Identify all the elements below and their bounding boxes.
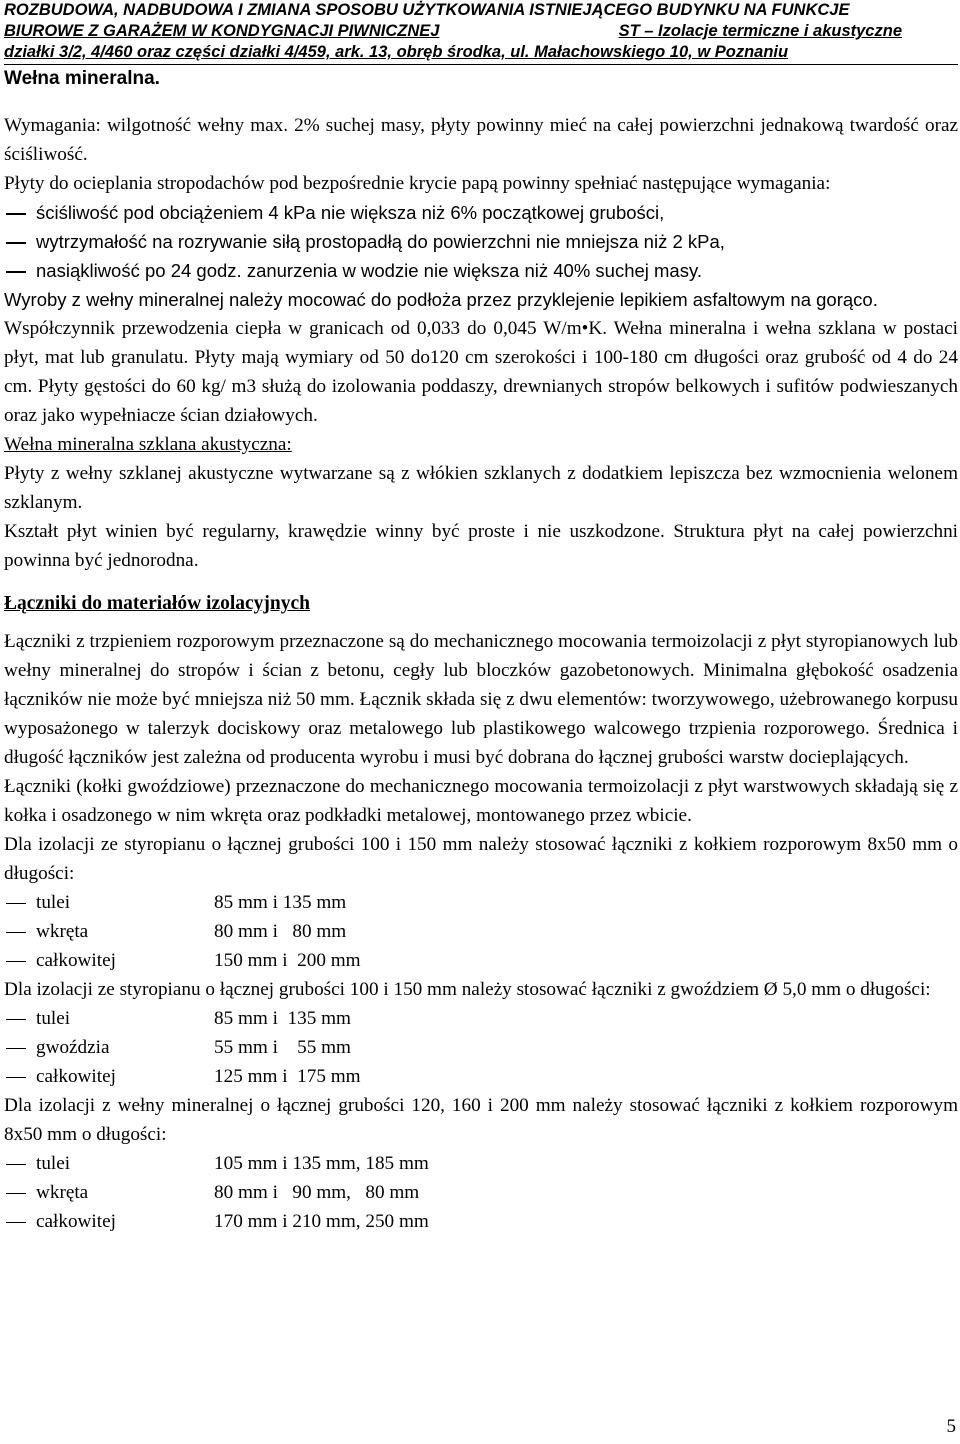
dash-bullet	[4, 1062, 36, 1091]
list-item	[4, 946, 958, 975]
list-item-value: 55 mm i 55 mm	[214, 1037, 351, 1058]
list-item-value: 85 mm i 135 mm	[214, 892, 347, 913]
list-item	[4, 1004, 958, 1033]
running-header	[4, 0, 958, 63]
paragraph-laczniki-3: Dla izolacji ze styropianu o łącznej grubości 100 i 150 mm należy stosować łączniki z kołkiem rozporowym 8x50 mm o długości:	[4, 834, 958, 884]
header-line-2-left: BIUROWE Z GARAŻEM W KONDYGNACJI PIWNICZNEJ	[4, 22, 440, 40]
list-item	[4, 1149, 958, 1178]
list-item-label: wkręta	[36, 921, 89, 942]
list-item-text: ściśliwość pod obciążeniem 4 kPa nie większa niż 6% początkowej grubości,	[36, 202, 665, 223]
paragraph-wspolczynnik: Współczynnik przewodzenia ciepła w granicach od 0,033 do 0,045 W/m•K. Wełna mineralna i wełna szklana w postaci płyt, mat lub granulatu. Płyty mają wymiary od 50 do120 cm szerokości i 100-180 cm długości oraz grubość od 4 do 24 cm. Płyty gęstości do 60 kg/ m3 służą do izolowania poddaszy, drewnianych stropów belkowych i sufitów podwieszanych oraz jako wypełniacze ścian działowych.	[4, 318, 958, 426]
dash-bullet	[4, 917, 36, 946]
dash-bullet	[4, 1004, 36, 1033]
dash-bullet	[4, 1033, 36, 1062]
paragraph-plyty-intro: Płyty do ocieplania stropodachów pod bezpośrednie krycie papą powinny spełniać następujące wymagania:	[4, 173, 831, 194]
list-item-label: tulei	[36, 1153, 71, 1174]
subheading-akustyczna: Wełna mineralna szklana akustyczna:	[4, 434, 292, 455]
list-item	[4, 198, 958, 227]
header-rule	[4, 64, 958, 65]
requirements-list	[4, 198, 958, 285]
list-item	[4, 888, 958, 917]
length-list-3	[4, 1149, 958, 1236]
section-heading-welna: Wełna mineralna.	[4, 68, 160, 89]
paragraph-akustyczna: Płyty z wełny szklanej akustyczne wytwarzane są z włókien szklanych z dodatkiem lepiszcza bez wzmocnienia welonem szklanym.	[4, 463, 958, 513]
list-item-label: wkręta	[36, 1182, 89, 1203]
list-item-value: 85 mm i 135 mm	[214, 1008, 351, 1029]
list-item-value: 150 mm i 200 mm	[214, 950, 361, 971]
dash-bullet	[4, 1149, 36, 1178]
header-line-2-right: ST – Izolacje termiczne i akustyczne	[618, 22, 902, 40]
page-number: 5	[946, 1416, 956, 1437]
list-item	[4, 227, 958, 256]
length-list-2	[4, 1004, 958, 1091]
list-item	[4, 917, 958, 946]
list-item-text: nasiąkliwość po 24 godz. zanurzenia w wodzie nie większa niż 40% suchej masy.	[36, 260, 702, 281]
list-item-value: 80 mm i 90 mm, 80 mm	[214, 1182, 420, 1203]
header-line-3: działki 3/2, 4/460 oraz części działki 4/459, ark. 13, obręb środka, ul. Małachowskiego 10, w Poznaniu	[4, 43, 789, 61]
dash-bullet	[4, 888, 36, 917]
paragraph-laczniki-4: Dla izolacji ze styropianu o łącznej grubości 100 i 150 mm należy stosować łączniki z gwoździem Ø 5,0 mm o długości:	[4, 979, 931, 1000]
list-item	[4, 1033, 958, 1062]
list-item-label: całkowitej	[36, 1211, 116, 1232]
list-item	[4, 1178, 958, 1207]
list-item-label: całkowitej	[36, 1066, 116, 1087]
paragraph-wyroby: Wyroby z wełny mineralnej należy mocować do podłoża przez przyklejenie lepikiem asfaltowym na gorąco.	[4, 289, 878, 310]
paragraph-wymagania: Wymagania: wilgotność wełny max. 2% suchej masy, płyty powinny mieć na całej powierzchni jednakową twardość oraz ściśliwość.	[4, 115, 958, 165]
list-item-value: 125 mm i 175 mm	[214, 1066, 361, 1087]
list-item	[4, 1062, 958, 1091]
list-item	[4, 256, 958, 285]
paragraph-ksztalt: Kształt płyt winien być regularny, krawędzie winny być proste i nie uszkodzone. Struktura płyt na całej powierzchni powinna być jednorodna.	[4, 521, 958, 571]
header-line-1: ROZBUDOWA, NADBUDOWA I ZMIANA SPOSOBU UŻYTKOWANIA ISTNIEJĄCEGO BUDYNKU NA FUNKCJE	[4, 1, 850, 19]
list-item-label: tulei	[36, 892, 71, 913]
document-page	[4, 0, 958, 1236]
list-item	[4, 1207, 958, 1236]
section-heading-laczniki: Łączniki do materiałów izolacyjnych	[4, 593, 311, 614]
paragraph-laczniki-2: Łączniki (kołki gwoździowe) przeznaczone do mechanicznego mocowania termoizolacji z płyt warstwowych składają się z kołka i osadzonego w nim wkręta oraz podkładki metalowej, montowanego przez wbicie.	[4, 776, 958, 826]
length-list-1	[4, 888, 958, 975]
paragraph-laczniki-1: Łączniki z trzpieniem rozporowym przeznaczone są do mechanicznego mocowania termoizolacji z płyt styropianowych lub wełny mineralnej do stropów i ścian z betonu, cegły lub bloczków gazobetonowych. Minimalna głębokość osadzenia łączników nie może być mniejsza niż 50 mm. Łącznik składa się z dwu elementów: tworzywowego, użebrowanego korpusu wyposażonego w talerzyk dociskowy oraz metalowego lub plastikowego walcowego trzpienia rozporowego. Średnica i długość łączników jest zależna od producenta wyrobu i musi być dobrana do łącznej grubości warstw docieplających.	[4, 631, 958, 768]
dash-bullet	[4, 198, 36, 227]
dash-bullet	[4, 227, 36, 256]
dash-bullet	[4, 946, 36, 975]
list-item-label: gwoździa	[36, 1037, 110, 1058]
paragraph-laczniki-5: Dla izolacji z wełny mineralnej o łącznej grubości 120, 160 i 200 mm należy stosować łączniki z kołkiem rozporowym 8x50 mm o długości:	[4, 1095, 958, 1145]
dash-bullet	[4, 1207, 36, 1236]
dash-bullet	[4, 1178, 36, 1207]
list-item-value: 105 mm i 135 mm, 185 mm	[214, 1153, 429, 1174]
list-item-label: tulei	[36, 1008, 71, 1029]
header-line-2	[4, 21, 958, 42]
dash-bullet	[4, 256, 36, 285]
list-item-value: 170 mm i 210 mm, 250 mm	[214, 1211, 429, 1232]
list-item-text: wytrzymałość na rozrywanie siłą prostopadłą do powierzchni nie mniejsza niż 2 kPa,	[36, 231, 725, 252]
list-item-value: 80 mm i 80 mm	[214, 921, 347, 942]
list-item-label: całkowitej	[36, 950, 116, 971]
